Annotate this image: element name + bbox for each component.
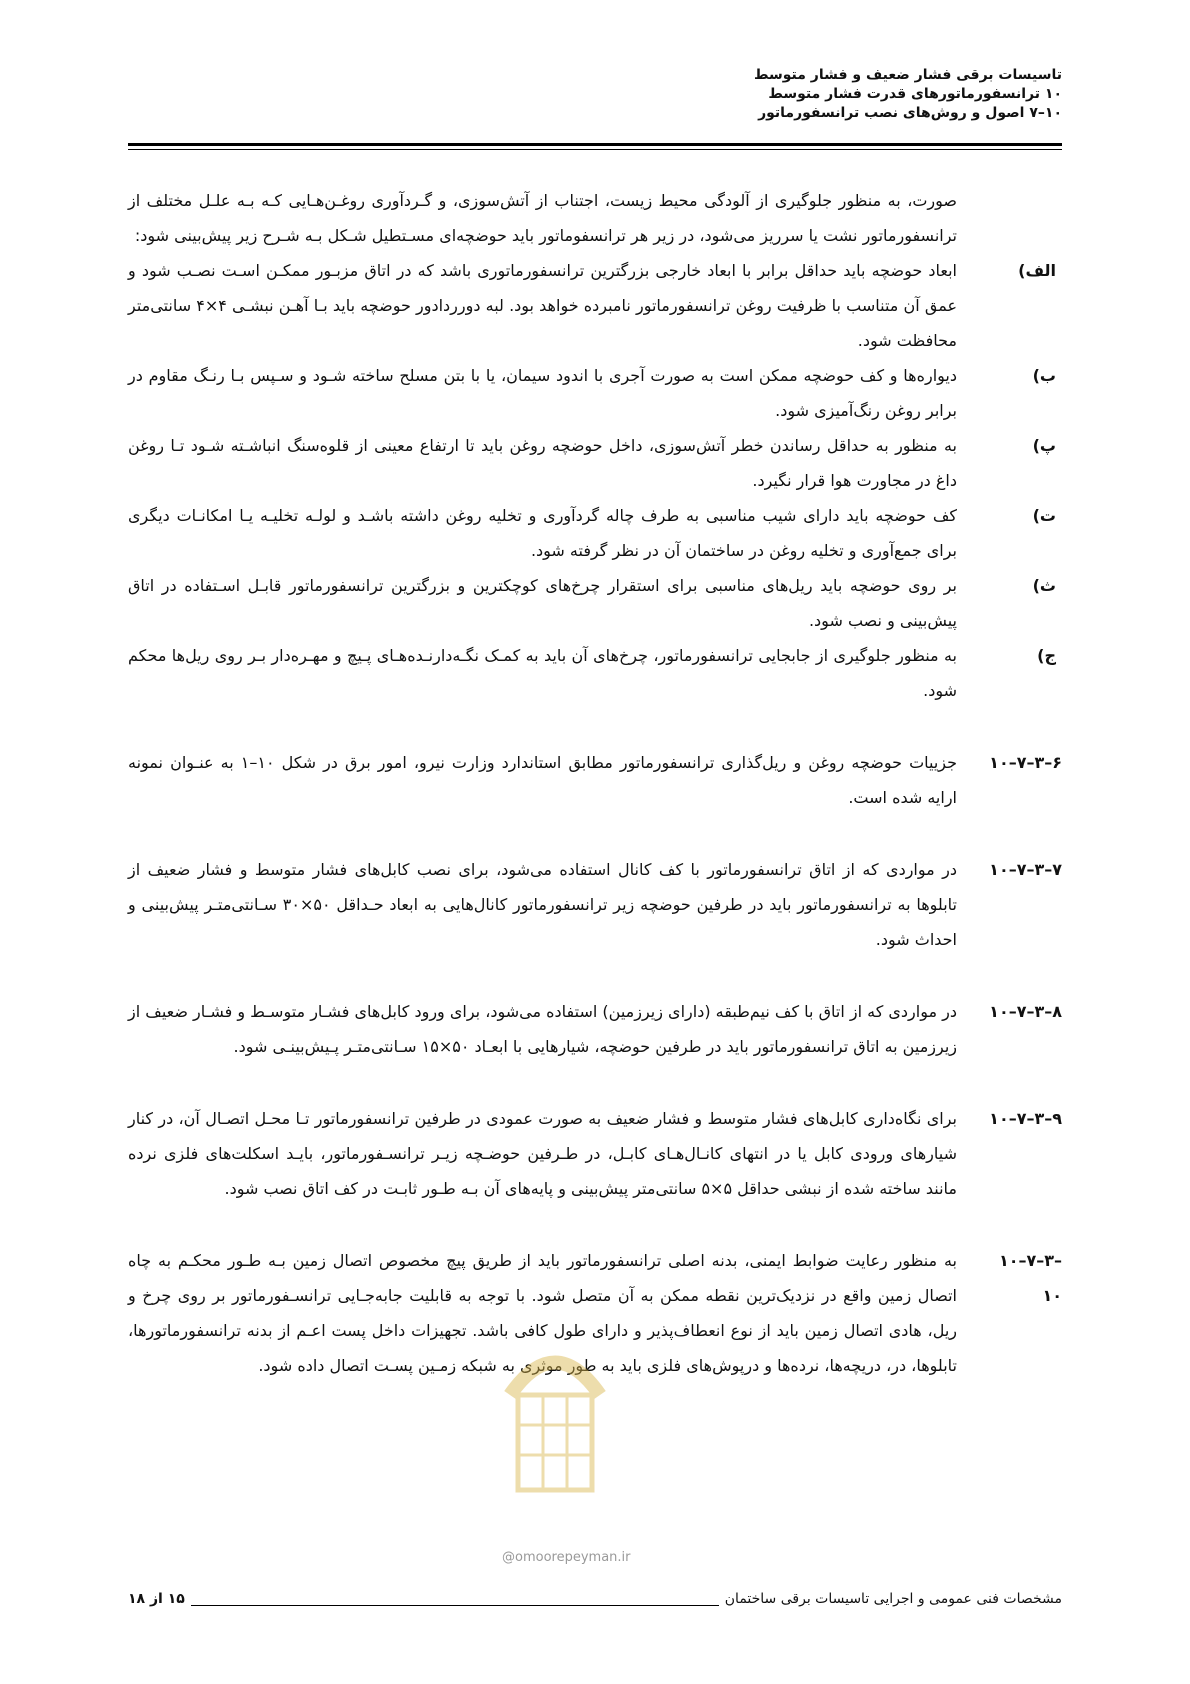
list-item	[128, 358, 1062, 428]
list-item	[128, 253, 1062, 358]
section-paragraph	[128, 1101, 1062, 1206]
section-text: در مواردی که از اتاق ترانسفورماتور با کف کانال استفاده می‌شود، برای نصب کابل‌های فشار متوسط و فشار ضعیف از تابلوها به ترانسفورماتور باید در طرفین حوضچه زیر ترانسفورماتور کانال‌هایی به ابعاد حـداقل ۵۰×۳۰ سـانتی‌متـر پیش‌بینی و احداث شود.	[128, 860, 958, 949]
section-number: ۱۰–۷–۳–۷	[989, 860, 1062, 879]
spacer	[128, 1206, 1062, 1243]
list-text: ابعاد حوضچه باید حداقل برابر با ابعاد خارجی بزرگترین ترانسفورماتوری باشد که در اتاق مزبـور ممکـن اسـت نصـب شود و عمق آن متناسب با ظرفیت روغن ترانسفورماتور نامبرده خواهد بود. لبه دورردادور حوضچه باید بـا آهـن نبشـی ۴×۴ سانتی‌متر محافظت شود.	[128, 261, 958, 350]
list-label: ت)	[1032, 506, 1056, 525]
footer-rule	[191, 1593, 719, 1606]
section-number: ۱۰–۷–۳–۱۰	[998, 1251, 1062, 1305]
section-paragraph	[128, 994, 1062, 1064]
spacer	[128, 1064, 1062, 1101]
list-text: بر روی حوضچه باید ریل‌های مناسبی برای استقرار چرخ‌های کوچکترین و بزرگترین ترانسفورماتور قابـل اسـتفاده در اتاق پیش‌بینی و نصب شود.	[128, 576, 957, 630]
header-rule-thin	[128, 149, 1062, 150]
section-paragraph	[128, 745, 1062, 815]
list-item	[128, 428, 1062, 498]
section-text: به منظور رعایت ضوابط ایمنی، بدنه اصلی ترانسفورماتور باید از طریق پیچ مخصوص اتصال زمین بـه طـور محکـم به چاه اتصال زمین واقع در نزدیک‌ترین نقطه ممکن به آن متصل شود. با توجه به قابلیت جابه‌جـایی ترانسـفورماتور بر روی چرخ و ریل، هادی اتصال زمین باید از نوع انعطاف‌پذیر و دارای طول کافی باشد. تجهیزات داخل پست اعـم از بدنه ترانسفورماتورها، تابلوها، در، دریچه‌ها، نرده‌ها و درپوش‌های فلزی باید به طور موثری به شبکه زمـین پسـت اتصال داده شود.	[128, 1251, 957, 1375]
spacer	[128, 708, 1062, 745]
list-label: پ)	[1032, 436, 1056, 455]
watermark-logo-icon	[490, 1325, 620, 1505]
list-text: به منظور جلوگیری از جابجایی ترانسفورماتور، چرخ‌های آن باید به کمـک نگـه‌دارنـده‌هـای پـیچ و مهـره‌دار بـر روی ریل‌ها محکم شود.	[128, 646, 957, 700]
header-line-3: ۱۰–۷ اصول و روش‌های نصب ترانسفورماتور	[758, 105, 1062, 121]
section-number: ۱۰–۷–۳–۹	[989, 1109, 1062, 1128]
list-text: کف حوضچه باید دارای شیب مناسبی به طرف چاله گردآوری و تخلیه روغن داشته باشـد و لولـه تخلیـه یـا امکانـات دیگری برای جمع‌آوری و تخلیه روغن در ساختمان آن در نظر گرفته شود.	[128, 506, 957, 560]
section-text: برای نگاه‌داری کابل‌های فشار متوسط و فشار ضعیف به صورت عمودی در طرفین ترانسفورماتور تـا محـل اتصـال آن، در کنار شیارهای ورودی کابل یا در انتهای کانـال‌هـای کابـل، در طـرفین حوضـچه زیـر ترانسـفورماتور، بایـد اسکلت‌های فلزی نرده مانند ساخته شده از نبشی حداقل ۵×۵ سانتی‌متر پیش‌بینی و پایه‌های آن بـه طـور ثابـت در کف اتاق نصب شود.	[128, 1109, 957, 1198]
list-label: الف)	[1018, 261, 1056, 280]
list-text: دیواره‌ها و کف حوضچه ممکن است به صورت آجری با اندود سیمان، یا با بتن مسلح ساخته شـود و سـپس بـا رنـگ مقاوم در برابر روغن رنگ‌آمیزی شود.	[128, 366, 957, 420]
spacer	[128, 815, 1062, 852]
list-item	[128, 498, 1062, 568]
section-text: جزییات حوضچه روغن و ریل‌گذاری ترانسفورماتور مطابق استاندارد وزارت نیرو، امور برق در شکل ۱۰–۱ به عنـوان نمونه ارایه شده است.	[128, 753, 958, 807]
list-label: ث)	[1032, 576, 1056, 595]
page-footer	[128, 1587, 1062, 1611]
list-label: ب)	[1032, 366, 1056, 385]
intro-paragraph: صورت، به منظور جلوگیری از آلودگی محیط زیست، اجتناب از آتش‌سوزی، و گـردآوری روغـن‌هـایی کـه بـه علـل مختلف از ترانسفورماتور نشت یا سرریز می‌شود، در زیر هر ترانسفوماتور باید حوضچه‌ای مسـتطیل شـکل بـه شـرح زیر پیش‌بینی شود:	[128, 191, 957, 245]
section-number: ۱۰–۷–۳–۶	[989, 753, 1062, 772]
list-label: ج)	[1037, 646, 1056, 665]
watermark-url: @omoorepeyman.ir	[502, 1550, 631, 1565]
list-item	[128, 568, 1062, 638]
section-number: ۱۰–۷–۳–۸	[989, 1002, 1062, 1021]
page-header	[128, 66, 1062, 123]
list-item	[128, 638, 1062, 708]
header-line-2: ۱۰ ترانسفورماتورهای قدرت فشار متوسط	[768, 86, 1062, 102]
section-paragraph	[128, 852, 1062, 957]
footer-title: مشخصات فنی عمومی و اجرایی تاسیسات برقی ساختمان	[724, 1591, 1062, 1607]
spacer	[128, 957, 1062, 994]
page-content	[128, 183, 1062, 1383]
list-text: به منظور به حداقل رساندن خطر آتش‌سوزی، داخل حوضچه روغن باید تا ارتفاع معینی از قلوه‌سنگ انباشـته شـود تـا روغن داغ در مجاورت هوا قرار نگیرد.	[128, 436, 957, 490]
page-number: ۱۵ از ۱۸	[128, 1591, 185, 1607]
header-rule-thick	[128, 143, 1062, 146]
header-line-1: تاسیسات برقی فشار ضعیف و فشار متوسط	[753, 67, 1062, 83]
section-text: در مواردی که از اتاق با کف نیم‌طبقه (دارای زیرزمین) استفاده می‌شود، برای ورود کابل‌های فشـار متوسـط و فشـار ضعیف از زیرزمین به اتاق ترانسفورماتور باید در طرفین حوضچه، شیارهایی با ابعـاد ۵۰×۱۵ سـانتی‌متـر پـیش‌بینـی شود.	[128, 1002, 957, 1056]
